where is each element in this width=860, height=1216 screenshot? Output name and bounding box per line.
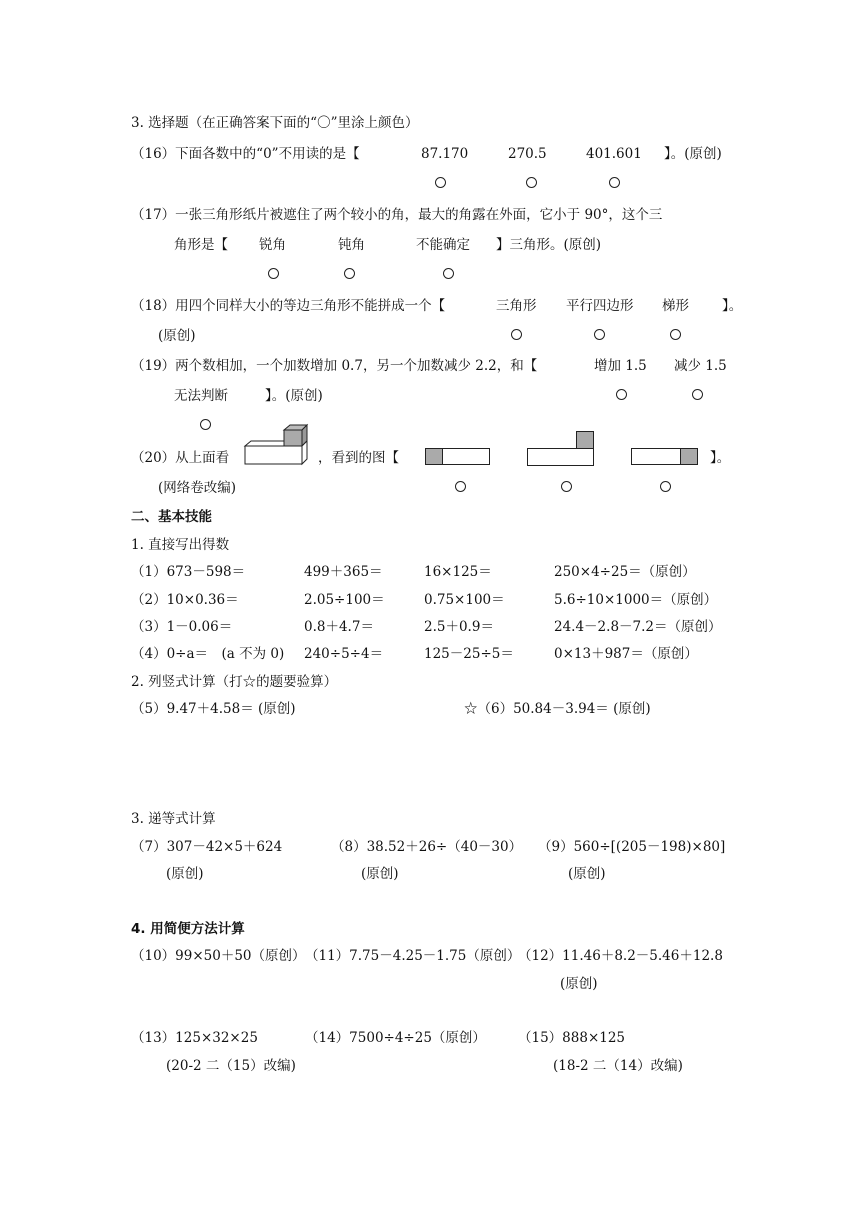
q16-circle-c[interactable] (609, 177, 620, 188)
q20-option-a-figure (425, 448, 491, 466)
q17-option-c: 不能确定 (416, 237, 470, 253)
q20-end: 】。 (710, 450, 731, 466)
q20-circle-b[interactable] (561, 481, 572, 492)
stepwise-q8: （8）38.52＋26÷（40－30） (331, 839, 523, 855)
section-title-choice: 3. 选择题（在正确答案下面的“〇”里涂上颜色） (131, 115, 419, 131)
q20-circle-c[interactable] (660, 481, 671, 492)
q18-circle-c[interactable] (670, 329, 681, 340)
simple-q15: （15）888×125 (518, 1030, 626, 1046)
oral-row3-c2: 0.8＋4.7＝ (304, 619, 374, 635)
section-title-stepwise: 3. 递等式计算 (131, 811, 216, 827)
q17-circle-b[interactable] (344, 268, 355, 279)
q16-circle-b[interactable] (526, 177, 537, 188)
q18-circle-b[interactable] (594, 329, 605, 340)
q20-note: (网络卷改编) (158, 480, 237, 496)
q20-solid-figure (244, 424, 308, 466)
q19-end: 】。(原创) (265, 388, 323, 404)
simple-q15-note: (18-2 二（14）改编) (553, 1058, 683, 1074)
q20-option-b-figure (527, 431, 595, 467)
q19-option-c: 无法判断 (174, 388, 228, 404)
simple-q12: （12）11.46＋8.2－5.46＋12.8 (518, 948, 723, 964)
q19-option-b: 减少 1.5 (674, 358, 727, 374)
q16-option-b: 270.5 (508, 146, 547, 162)
q20-circle-a[interactable] (455, 481, 466, 492)
section-title-vertical: 2. 列竖式计算（打☆的题要验算） (131, 674, 338, 690)
oral-row2-c3: 0.75×100＝ (424, 592, 505, 608)
q16-stem: （16）下面各数中的“0”不用读的是【 (131, 146, 360, 162)
stepwise-q7-note: (原创) (166, 866, 204, 882)
q17-option-b: 钝角 (338, 237, 365, 253)
oral-row4-c2: 240÷5÷4＝ (304, 646, 384, 662)
q17-stem-line1: （17）一张三角形纸片被遮住了两个较小的角，最大的角露在外面，它小于 90°，这个三 (131, 207, 663, 223)
q20-mid: ，看到的图【 (318, 450, 399, 466)
q18-circle-a[interactable] (511, 329, 522, 340)
oral-row1-c3: 16×125＝ (424, 564, 492, 580)
q17-end: 】三角形。(原创) (496, 237, 602, 253)
simple-q14: （14）7500÷4÷25（原创） (305, 1030, 486, 1046)
oral-row2-c4: 5.6÷10×1000＝（原创） (554, 592, 718, 608)
stepwise-q8-note: (原创) (361, 866, 399, 882)
oral-row2-c1: （2）10×0.36＝ (131, 592, 239, 608)
q19-stem: （19）两个数相加，一个加数增加 0.7，另一个加数减少 2.2，和【 (131, 358, 538, 374)
q17-circle-a[interactable] (268, 268, 279, 279)
q17-option-a: 锐角 (259, 237, 286, 253)
q18-option-b: 平行四边形 (566, 298, 634, 314)
oral-row4-c4: 0×13＋987＝（原创） (554, 646, 698, 662)
section-title-simple: 4. 用简便方法计算 (131, 921, 245, 937)
vertical-q6: ☆（6）50.84－3.94＝ (原创) (464, 701, 651, 717)
q16-option-a: 87.170 (421, 146, 469, 162)
stepwise-q9: （9）560÷[(205－198)×80] (538, 839, 726, 855)
oral-row3-c4: 24.4－2.8－7.2＝（原创） (554, 619, 722, 635)
oral-row1-c4: 250×4÷25＝（原创） (554, 564, 696, 580)
q16-end: 】。(原创) (664, 146, 722, 162)
q20-option-c-figure (631, 448, 699, 466)
oral-row2-c2: 2.05÷100＝ (304, 592, 385, 608)
oral-row4-c3: 125－25÷5＝ (424, 646, 514, 662)
simple-q11: （11）7.75－4.25－1.75（原创） (305, 948, 521, 964)
oral-row3-c1: （3）1－0.06＝ (131, 619, 233, 635)
q19-option-a: 增加 1.5 (594, 358, 647, 374)
simple-q10: （10）99×50＋50（原创） (131, 948, 306, 964)
simple-q13-note: (20-2 二（15）改编) (166, 1058, 296, 1074)
q17-circle-c[interactable] (443, 268, 454, 279)
part2-title: 二、基本技能 (131, 509, 212, 525)
q18-option-a: 三角形 (496, 298, 537, 314)
oral-row3-c3: 2.5＋0.9＝ (424, 619, 494, 635)
q17-stem-line2: 角形是【 (174, 237, 228, 253)
q19-circle-b[interactable] (692, 389, 703, 400)
stepwise-q7: （7）307－42×5＋624 (131, 839, 283, 855)
oral-row4-c1: （4）0÷a＝ (a 不为 0) (131, 646, 285, 662)
q19-circle-c[interactable] (200, 419, 211, 430)
q18-stem: （18）用四个同样大小的等边三角形不能拼成一个【 (131, 298, 446, 314)
q20-stem: （20）从上面看 (131, 450, 230, 466)
q18-note: (原创) (158, 328, 196, 344)
q18-end: 】。 (722, 298, 743, 314)
q19-circle-a[interactable] (616, 389, 627, 400)
simple-q13: （13）125×32×25 (131, 1030, 258, 1046)
stepwise-q9-note: (原创) (568, 866, 606, 882)
section-title-oral: 1. 直接写出得数 (131, 537, 230, 553)
q18-option-c: 梯形 (662, 298, 689, 314)
oral-row1-c1: （1）673－598＝ (131, 564, 246, 580)
simple-q12-note: (原创) (560, 976, 598, 992)
q16-circle-a[interactable] (435, 177, 446, 188)
q16-option-c: 401.601 (586, 146, 642, 162)
oral-row1-c2: 499＋365＝ (304, 564, 383, 580)
vertical-q5: （5）9.47＋4.58＝ (原创) (131, 701, 296, 717)
